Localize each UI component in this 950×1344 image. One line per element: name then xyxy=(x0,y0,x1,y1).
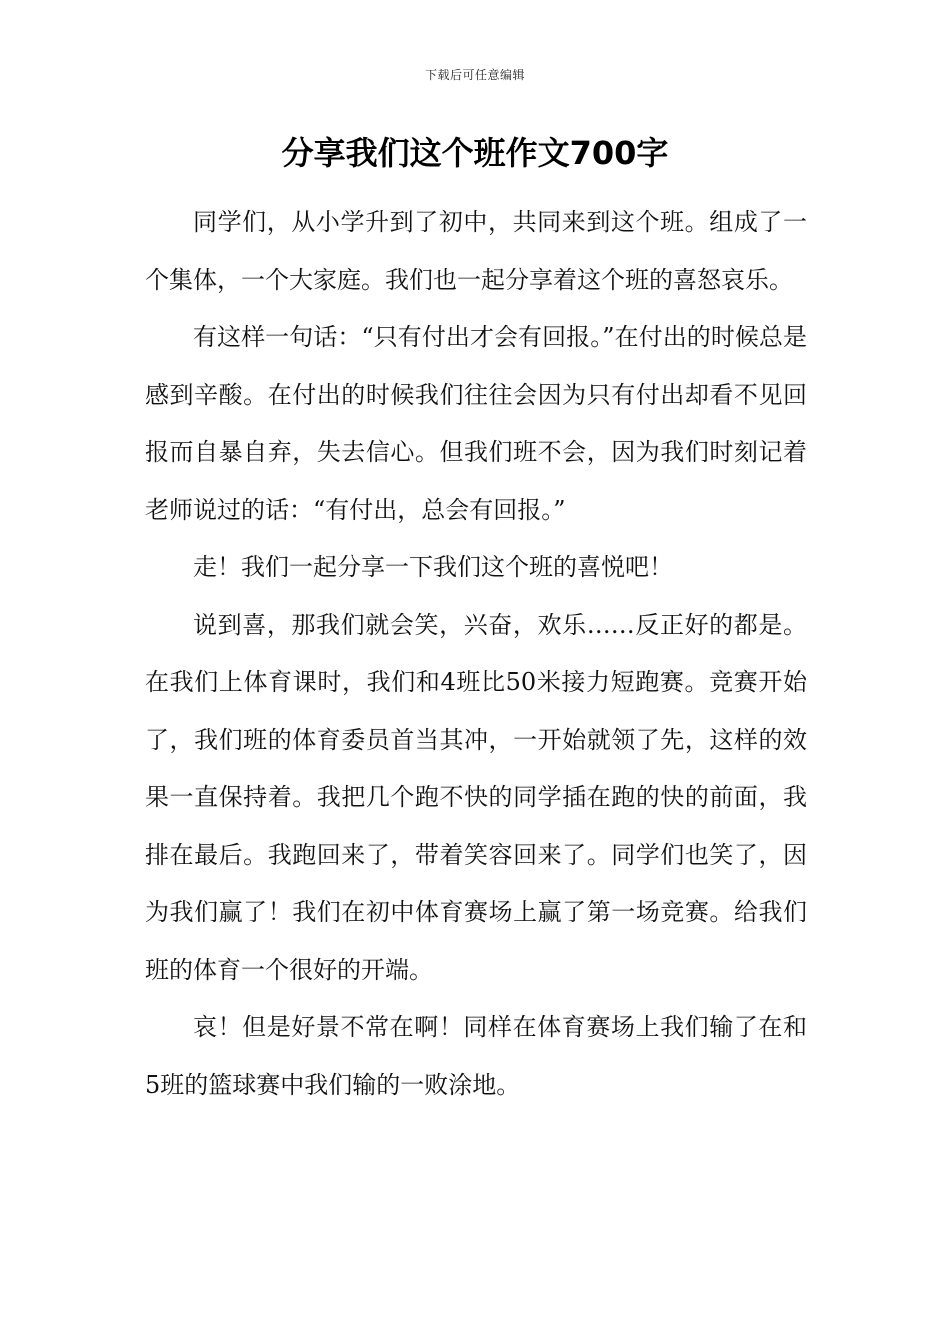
document-body xyxy=(145,194,807,1114)
paragraph-2: 有这样一句话：“只有付出才会有回报。”在付出的时候总是感到辛酸。在付出的时候我们往往会因为只有付出却看不见回报而自暴自弃，失去信心。但我们班不会，因为我们时刻记着老师说过的话：“有付出，总会有回报。” xyxy=(145,323,807,524)
paragraph-1: 同学们，从小学升到了初中，共同来到这个班。组成了一个集体，一个大家庭。我们也一起分享着这个班的喜怒哀乐。 xyxy=(145,208,807,294)
document-title: 分享我们这个班作文700字 xyxy=(281,134,669,172)
paragraph-3: 走！我们一起分享一下我们这个班的喜悦吧！ xyxy=(193,553,673,581)
header-note: 下载后可任意编辑 xyxy=(424,68,525,82)
paragraph-4: 说到喜，那我们就会笑，兴奋，欢乐……反正好的都是。在我们上体育课时，我们和4班比50米接力短跑赛。竞赛开始了，我们班的体育委员首当其冲，一开始就领了先，这样的效果一直保持着。我把几个跑不快的同学插在跑的快的前面，我排在最后。我跑回来了，带着笑容回来了。同学们也笑了，因为我们赢了！我们在初中体育赛场上赢了第一场竞赛。给我们班的体育一个很好的开端。 xyxy=(145,610,807,984)
paragraph-5: 哀！但是好景不常在啊！同样在体育赛场上我们输了在和5班的篮球赛中我们输的一败涂地。 xyxy=(145,1013,807,1099)
